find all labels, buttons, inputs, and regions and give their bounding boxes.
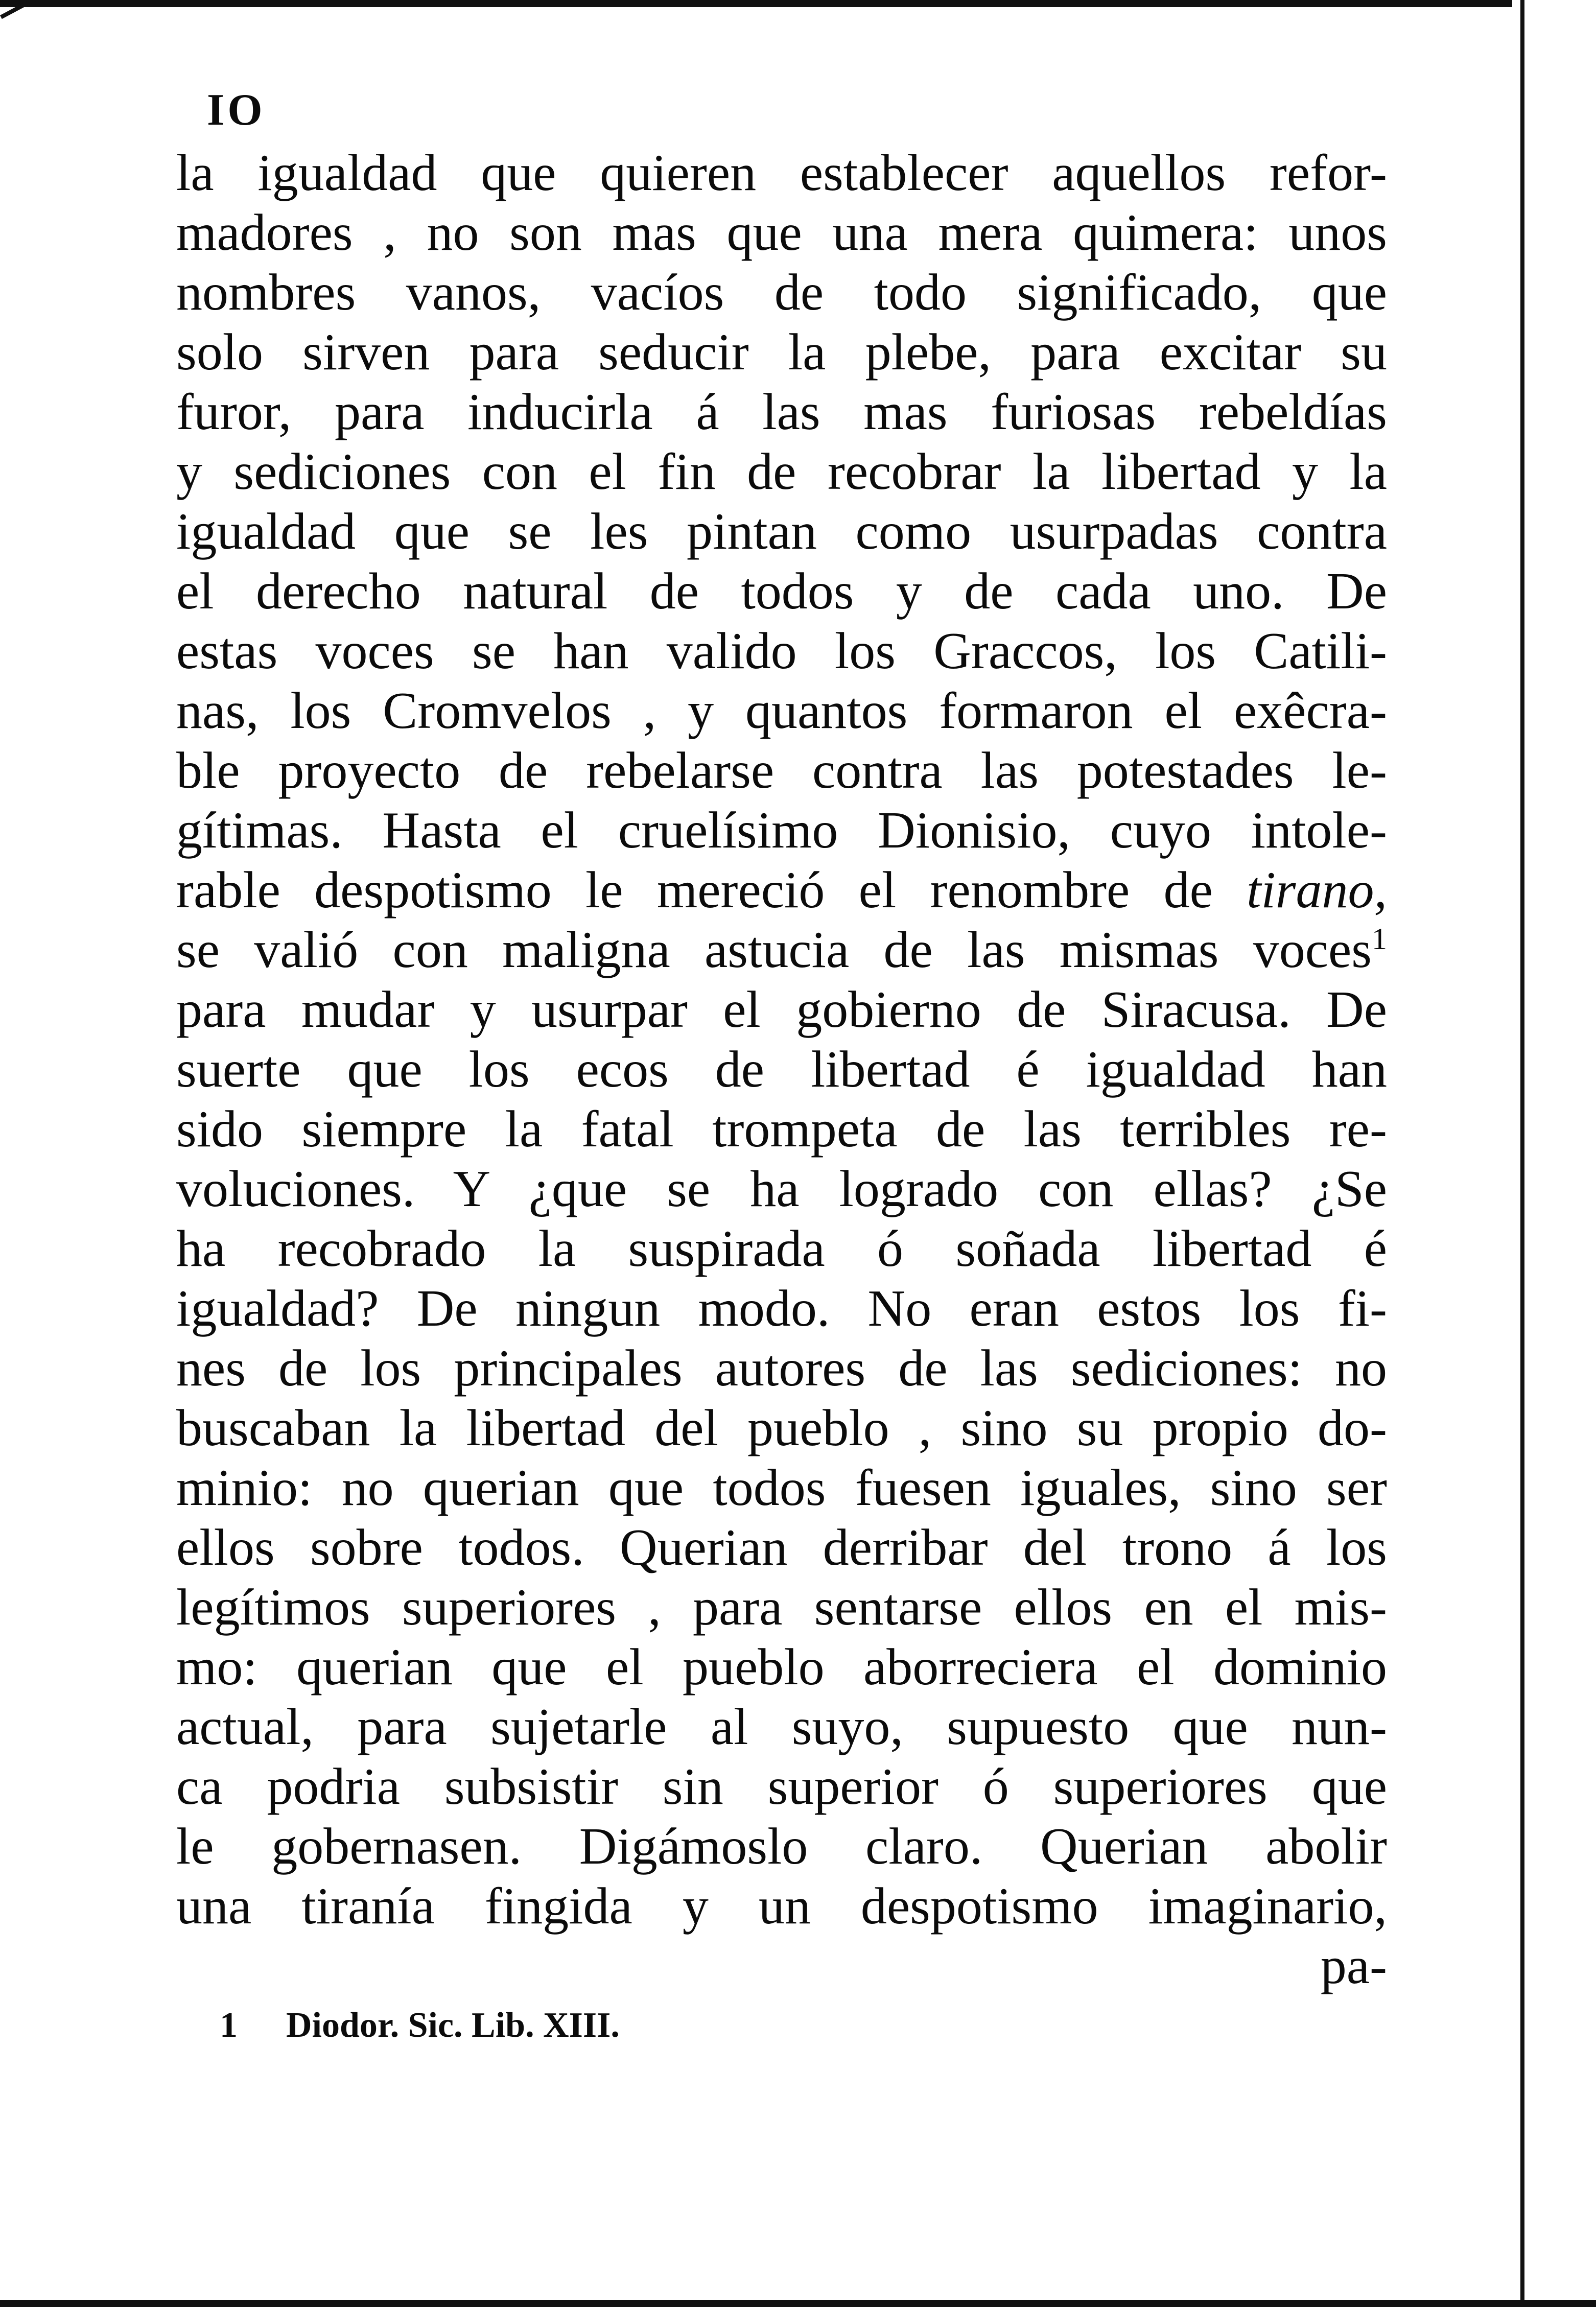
text-line: el derecho natural de todos y de cada uno. De: [176, 562, 1387, 620]
text-line: mo: querian que el pueblo aborreciera el dominio: [176, 1638, 1387, 1696]
text-line: ble proyecto de rebelarse contra las potestades le-: [176, 742, 1387, 799]
scan-edge-top: [0, 0, 1512, 7]
text-line: voluciones. Y ¿que se ha logrado con ellas? ¿Se: [176, 1160, 1387, 1218]
text-line: ca podria subsistir sin superior ó superiores que: [176, 1758, 1387, 1816]
text-line: la igualdad que quieren establecer aquellos refor-: [176, 144, 1387, 202]
catchword: pa-: [1320, 1937, 1387, 1995]
text-line: legítimos superiores , para sentarse ellos en el mis-: [176, 1579, 1387, 1636]
text-line-start: se valió con maligna astucia de las mismas voces: [176, 921, 1372, 979]
text-line: buscaban la libertad del pueblo , sino su propio do-: [176, 1399, 1387, 1457]
text-line: igualdad que se les pintan como usurpadas contra: [176, 503, 1387, 560]
text-line: gítimas. Hasta el cruelísimo Dionisio, cuyo intole-: [176, 802, 1387, 859]
text-line: solo sirven para seducir la plebe, para excitar su: [176, 323, 1387, 381]
footnote-number: 1: [220, 2006, 238, 2045]
text-line: para mudar y usurpar el gobierno de Siracusa. De: [176, 981, 1387, 1039]
text-line: ellos sobre todos. Querian derribar del trono á los: [176, 1519, 1387, 1576]
scan-corner-mark: [0, 0, 68, 51]
scan-edge-right: [1520, 0, 1596, 2307]
text-line: igualdad? De ningun modo. No eran estos los fi-: [176, 1280, 1387, 1337]
text-line: estas voces se han valido los Graccos, los Catili-: [176, 622, 1387, 680]
text-line: nas, los Cromvelos , y quantos formaron el exêcra-: [176, 682, 1387, 740]
text-line: nes de los principales autores de las sediciones: no: [176, 1339, 1387, 1397]
text-line-with-italic: [176, 860, 1387, 920]
text-line: ha recobrado la suspirada ó soñada libertad é: [176, 1220, 1387, 1278]
text-line: le gobernasen. Digámoslo claro. Querian abolir: [176, 1818, 1387, 1875]
italic-word: tirano,: [1247, 861, 1387, 919]
text-line: furor, para inducirla á las mas furiosas rebeldías: [176, 383, 1387, 441]
footnote-text: Diodor. Sic. Lib. XIII.: [286, 2006, 620, 2045]
text-line: minio: no querian que todos fuesen iguales, sino ser: [176, 1459, 1387, 1517]
text-line: y sediciones con el fin de recobrar la libertad y la: [176, 443, 1387, 501]
text-line-start: rable despotismo le mereció el renombre de: [176, 861, 1213, 919]
text-line-with-footnote: [176, 920, 1387, 980]
body-text: [176, 143, 1387, 1996]
text-line: actual, para sujetarle al suyo, supuesto que nun-: [176, 1698, 1387, 1756]
footnote: [220, 2005, 620, 2046]
page-number: IO: [207, 85, 266, 135]
text-line: una tiranía fingida y un despotismo imaginario,: [176, 1877, 1387, 1935]
text-line: nombres vanos, vacíos de todo significado, que: [176, 264, 1387, 321]
text-line: sido siempre la fatal trompeta de las terribles re-: [176, 1100, 1387, 1158]
text-line: madores , no son mas que una mera quimera: unos: [176, 204, 1387, 262]
footnote-marker: 1: [1372, 922, 1387, 956]
text-line: suerte que los ecos de libertad é igualdad han: [176, 1041, 1387, 1098]
scan-edge-bottom: [0, 2300, 1596, 2307]
